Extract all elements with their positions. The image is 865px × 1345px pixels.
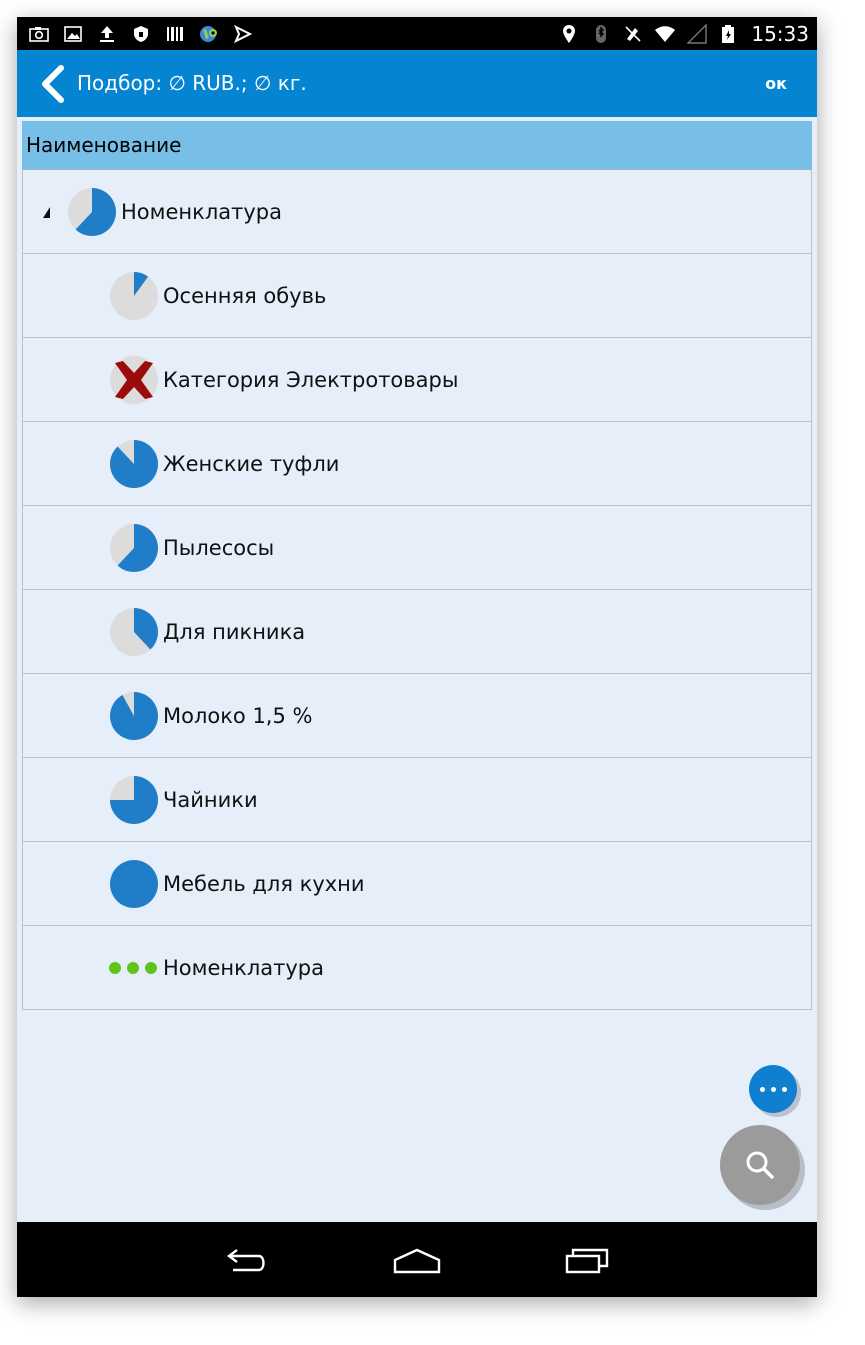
camera-icon <box>29 24 49 44</box>
row-label: Молоко 1,5 % <box>163 703 313 728</box>
progress-pie-icon <box>109 439 159 489</box>
row-label: Чайники <box>163 787 258 812</box>
nav-bar <box>17 1222 817 1297</box>
table-row[interactable] <box>22 338 812 422</box>
status-time: 15:33 <box>751 21 809 46</box>
column-header-name: Наименование <box>26 133 182 157</box>
globe-location-icon <box>199 24 219 44</box>
signal-icon <box>687 24 707 44</box>
row-label: Категория Электротовары <box>163 367 459 392</box>
mute-icon <box>623 24 643 44</box>
table-row[interactable] <box>22 506 812 590</box>
barcode-icon <box>165 24 185 44</box>
table-row[interactable] <box>22 422 812 506</box>
app-bar <box>17 50 817 117</box>
wifi-icon <box>655 24 675 44</box>
location-icon <box>559 24 579 44</box>
progress-pie-icon <box>67 187 117 237</box>
back-button[interactable] <box>35 64 69 104</box>
shield-icon <box>131 24 151 44</box>
row-label: Для пикника <box>163 619 306 644</box>
table-row[interactable] <box>22 674 812 758</box>
cross-icon <box>109 355 159 405</box>
bluetooth-icon <box>591 24 611 44</box>
search-icon <box>743 1148 777 1182</box>
progress-pie-icon <box>109 775 159 825</box>
row-label: Номенклатура <box>121 199 282 224</box>
expand-triangle-icon[interactable] <box>43 207 50 218</box>
row-label: Женские туфли <box>163 451 340 476</box>
progress-pie-icon <box>109 859 159 909</box>
more-horizontal-icon <box>757 1087 790 1092</box>
progress-pie-icon <box>109 691 159 741</box>
back-nav-button[interactable] <box>217 1242 277 1278</box>
home-nav-button[interactable] <box>387 1242 447 1278</box>
chevron-left-icon <box>35 64 69 104</box>
more-button[interactable] <box>749 1065 797 1113</box>
battery-icon <box>719 24 739 44</box>
search-button[interactable] <box>720 1125 800 1205</box>
loading-dots-icon <box>109 962 159 974</box>
row-label: Мебель для кухни <box>163 871 365 896</box>
table-row[interactable] <box>22 926 812 1010</box>
table-row[interactable] <box>22 254 812 338</box>
table-header <box>22 121 812 170</box>
table-row[interactable] <box>22 170 812 254</box>
ok-button[interactable]: ок <box>765 74 787 93</box>
page-title: Подбор: ∅ RUB.; ∅ кг. <box>77 71 307 95</box>
row-label: Осенняя обувь <box>163 283 327 308</box>
row-label: Номенклатура <box>163 955 324 980</box>
table-row[interactable] <box>22 842 812 926</box>
recents-nav-icon <box>557 1242 617 1278</box>
table-row[interactable] <box>22 590 812 674</box>
tree-table <box>22 121 812 1010</box>
home-nav-icon <box>387 1242 447 1278</box>
image-icon <box>63 24 83 44</box>
progress-pie-icon <box>109 607 159 657</box>
recents-nav-button[interactable] <box>557 1242 617 1278</box>
status-bar <box>17 17 817 50</box>
back-nav-icon <box>217 1242 277 1278</box>
device-screen <box>17 17 817 1297</box>
row-label: Пылесосы <box>163 535 275 560</box>
progress-pie-icon <box>109 271 159 321</box>
check-arrow-icon <box>233 24 253 44</box>
table-row[interactable] <box>22 758 812 842</box>
progress-pie-icon <box>109 523 159 573</box>
upload-icon <box>97 24 117 44</box>
